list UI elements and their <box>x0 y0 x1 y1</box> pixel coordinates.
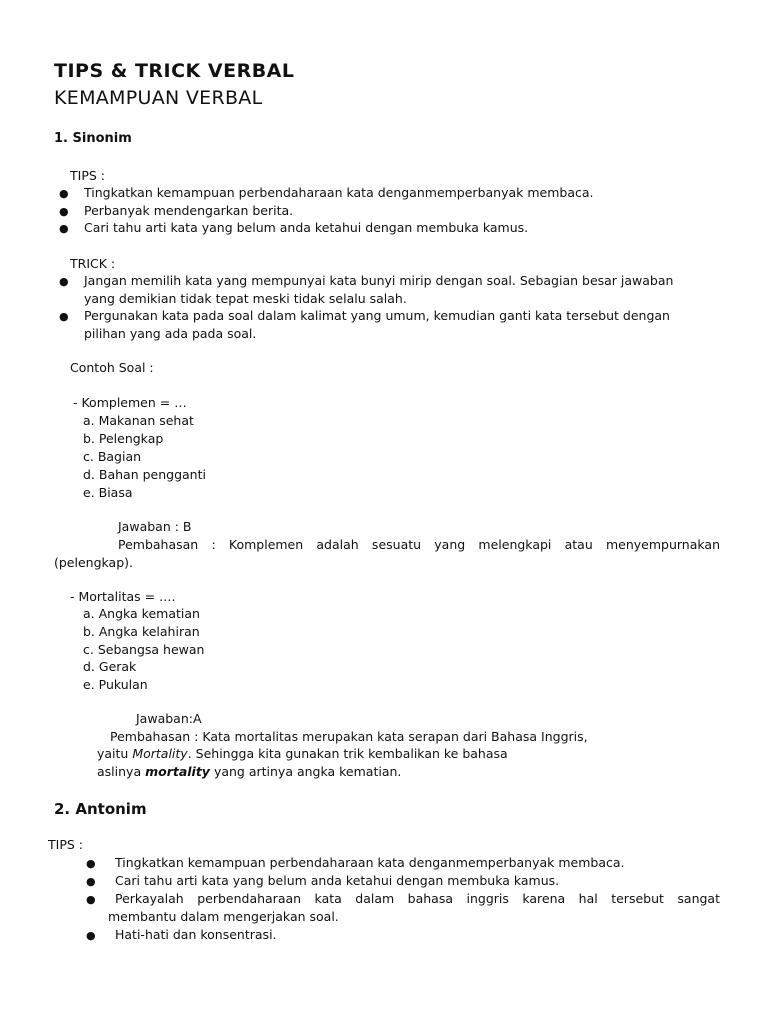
answer-key: Jawaban : B <box>118 519 192 534</box>
tip-item-continuation: membantu dalam mengerjakan soal. <box>108 909 339 924</box>
bullet-icon: ● <box>59 275 69 288</box>
trick-item-line: yang demikian tidak tepat meski tidak selalu salah. <box>84 291 407 306</box>
answer-option: a. Makanan sehat <box>83 413 194 428</box>
tip-item: Perkayalah perbendaharaan kata dalam bahasa inggris karena hal tersebut sangat <box>115 891 720 906</box>
tip-item: Tingkatkan kemampuan perbendaharaan kata denganmemperbanyak membaca. <box>84 185 594 200</box>
tip-item: Tingkatkan kemampuan perbendaharaan kata denganmemperbanyak membaca. <box>115 855 625 870</box>
emphasis-term: Mortality <box>132 746 188 761</box>
bullet-icon: ● <box>86 929 96 942</box>
answer-option: d. Bahan pengganti <box>83 467 206 482</box>
answer-option: b. Pelengkap <box>83 431 164 446</box>
question-mortalitas: - Mortalitas = …. <box>70 589 176 604</box>
answer-option: a. Angka kematian <box>83 606 200 621</box>
contoh-soal-label: Contoh Soal : <box>70 360 154 375</box>
document-subtitle: KEMAMPUAN VERBAL <box>54 87 263 109</box>
explanation-line: Pembahasan : Komplemen adalah sesuatu yang melengkapi atau menyempurnakan <box>118 537 720 552</box>
bullet-icon: ● <box>86 893 96 906</box>
explanation-line: aslinya mortality yang artinya angka kematian. <box>97 764 402 779</box>
tip-item: Cari tahu arti kata yang belum anda ketahui dengan membuka kamus. <box>84 220 529 235</box>
bullet-icon: ● <box>86 857 96 870</box>
section-heading-sinonim: 1. Sinonim <box>54 131 132 146</box>
explanation-line: (pelengkap). <box>54 555 133 570</box>
answer-option: d. Gerak <box>83 659 137 674</box>
answer-option: e. Pukulan <box>83 677 148 692</box>
document-title: TIPS & TRICK VERBAL <box>54 60 295 82</box>
tip-item: Hati-hati dan konsentrasi. <box>115 927 277 942</box>
bullet-icon: ● <box>59 222 69 235</box>
question-komplemen: - Komplemen = … <box>73 395 187 410</box>
trick-item-line: pilihan yang ada pada soal. <box>84 326 257 341</box>
bullet-icon: ● <box>59 187 69 200</box>
bullet-icon: ● <box>59 310 69 323</box>
tips-label: TIPS : <box>70 168 105 183</box>
answer-option: c. Bagian <box>83 449 142 464</box>
answer-key: Jawaban:A <box>136 711 202 726</box>
bullet-icon: ● <box>86 875 96 888</box>
tip-item: Cari tahu arti kata yang belum anda ketahui dengan membuka kamus. <box>115 873 560 888</box>
explanation-line: yaitu Mortality. Sehingga kita gunakan trik kembalikan ke bahasa <box>97 746 508 761</box>
trick-item-line: Pergunakan kata pada soal dalam kalimat yang umum, kemudian ganti kata tersebut dengan <box>84 308 670 323</box>
trick-item-line: Jangan memilih kata yang mempunyai kata bunyi mirip dengan soal. Sebagian besar jawaban <box>84 273 674 288</box>
answer-option: e. Biasa <box>83 485 133 500</box>
trick-label: TRICK : <box>70 256 116 271</box>
bullet-icon: ● <box>59 205 69 218</box>
emphasis-term: mortality <box>145 764 210 779</box>
section-heading-antonim: 2. Antonim <box>54 800 147 818</box>
tip-item: Perbanyak mendengarkan berita. <box>84 203 294 218</box>
answer-option: b. Angka kelahiran <box>83 624 200 639</box>
tips-label: TIPS : <box>48 837 83 852</box>
answer-option: c. Sebangsa hewan <box>83 642 205 657</box>
explanation-line: Pembahasan : Kata mortalitas merupakan kata serapan dari Bahasa Inggris, <box>110 729 588 744</box>
